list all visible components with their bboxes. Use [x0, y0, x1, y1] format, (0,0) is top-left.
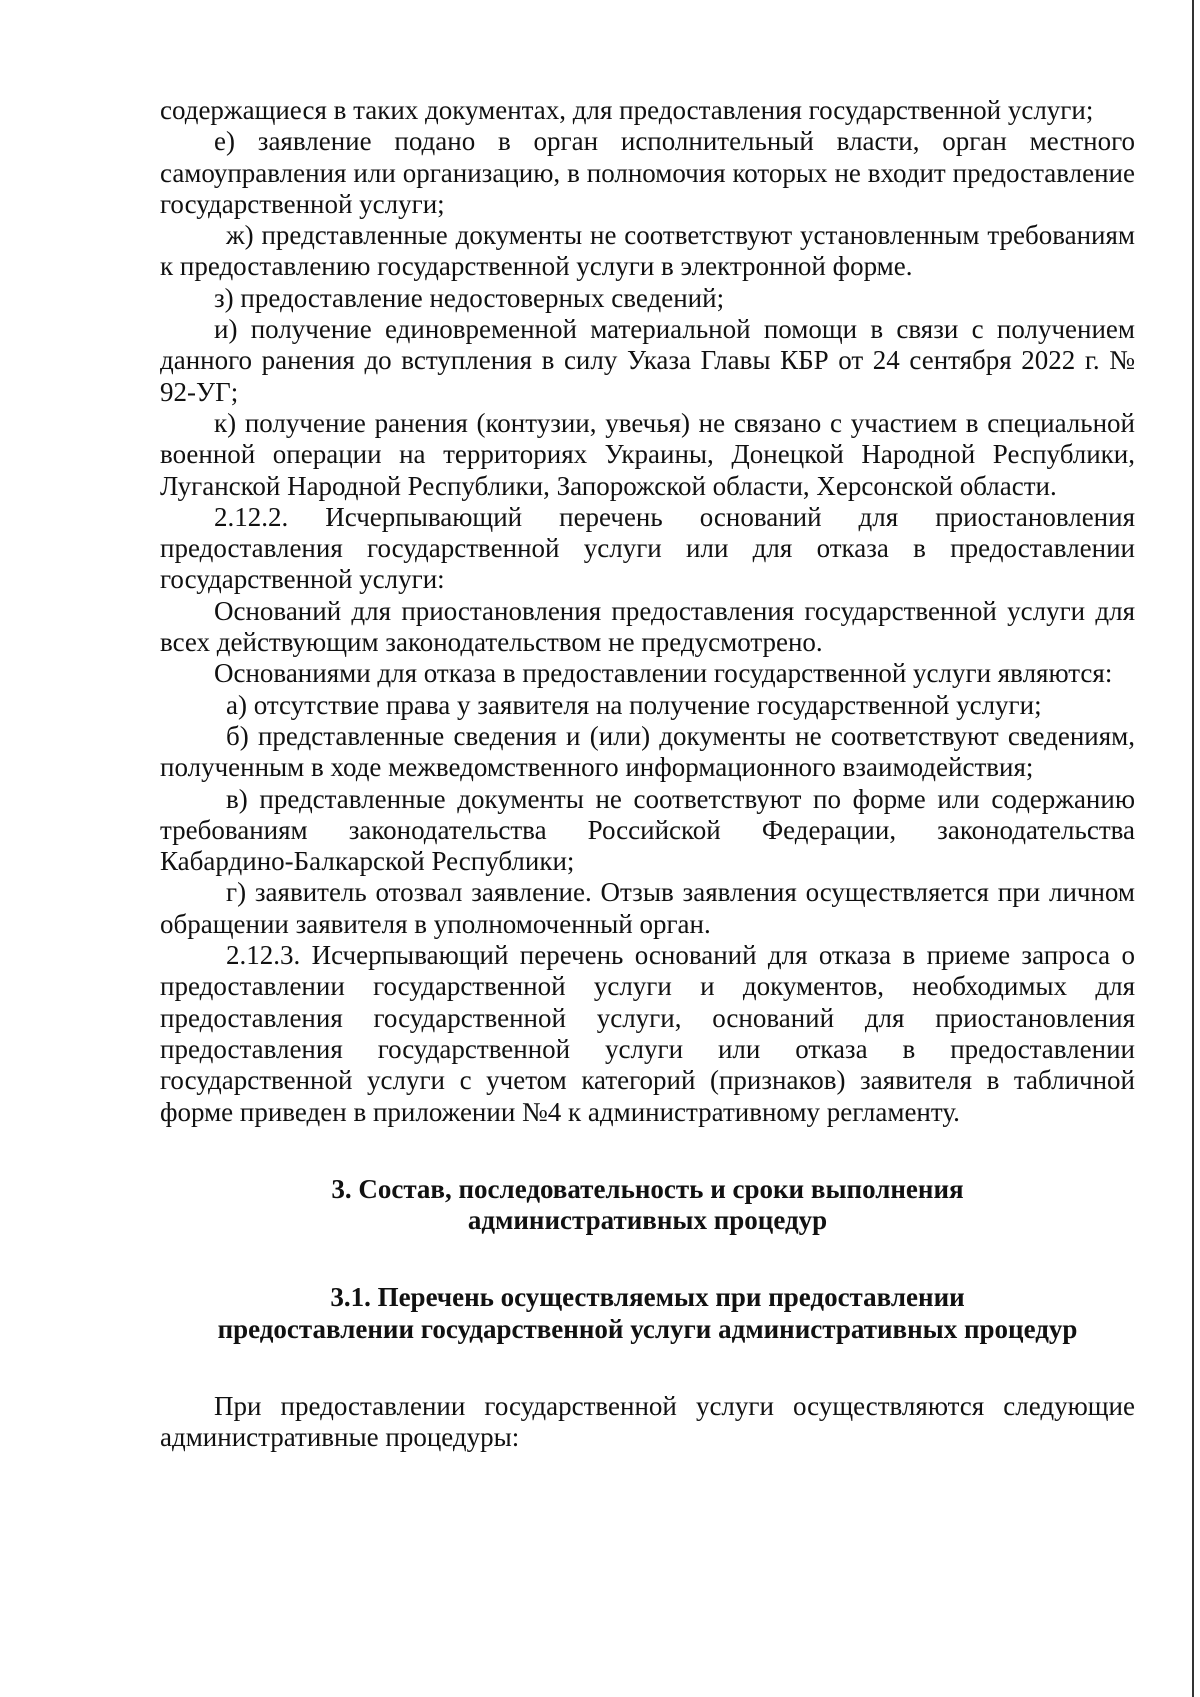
section-heading-3	[160, 1174, 1135, 1237]
paragraph-item-g: г) заявитель отозвал заявление. Отзыв заявления осуществляется при личном обращении заявителя в уполномоченный орган.	[160, 877, 1135, 939]
paragraph-item-i: и) получение единовременной материальной помощи в связи с получением данного ранения до вступления в силу Указа Главы КБР от 24 сентября 2022 г. № 92-УГ;	[160, 314, 1135, 407]
paragraph-item-a: а) отсутствие права у заявителя на получение государственной услуги;	[226, 689, 1042, 720]
paragraph-item-zh: ж) представленные документы не соответствуют установленным требованиям к предоставлению государственной услуги в электронной форме.	[160, 220, 1135, 282]
paragraph-refusal-grounds: Основаниями для отказа в предоставлении государственной услуги являются:	[214, 658, 1113, 689]
document-page	[160, 95, 1135, 1454]
paragraph-item-k: к) получение ранения (контузии, увечья) не связано с участием в специальной военной операции на территориях Украины, Донецкой Народной Республики, Луганской Народной Республики, Запорожской области, Херсонской области.	[160, 407, 1135, 501]
paragraph-item-v: в) представленные документы не соответствуют по форме или содержанию требованиям законодательства Российской Федерации, законодательства Кабардино-Балкарской Республики;	[160, 783, 1135, 877]
paragraph-procedures-intro: При предоставлении государственной услуги осуществляются следующие административные процедуры:	[160, 1390, 1135, 1453]
subsection-heading-3-1	[160, 1282, 1135, 1345]
paragraph-item-z: з) предоставление недостоверных сведений;	[214, 282, 725, 313]
paragraph-no-suspension: Оснований для приостановления предоставления государственной услуги для всех действующим законодательством не предусмотрено.	[160, 595, 1135, 658]
paragraph-2-12-3: 2.12.3. Исчерпывающий перечень оснований для отказа в приеме запроса о предоставлении государственной услуги и документов, необходимых для предоставления государственной услуги, оснований для приостановления предоставления государственной услуги или отказа в предоставлении государственной услуги с учетом категорий (признаков) заявителя в табличной форме приведен в приложении №4 к административному регламенту.	[160, 940, 1135, 1127]
paragraph-item-e: е) заявление подано в орган исполнительный власти, орган местного самоуправления или организацию, в полномочия которых не входит предоставление государственной услуги;	[160, 126, 1135, 219]
section-heading-3-line1: 3. Состав, последовательность и сроки выполнения	[331, 1173, 964, 1204]
subsection-heading-3-1-line2: предоставлении государственной услуги административных процедур	[217, 1313, 1078, 1344]
section-heading-3-line2: административных процедур	[467, 1205, 828, 1236]
paragraph-item-b: б) представленные сведения и (или) документы не соответствуют сведениям, полученным в ходе межведомственного информационного взаимодействия;	[160, 720, 1135, 783]
paragraph-2-12-2: 2.12.2. Исчерпывающий перечень оснований для приостановления предоставления государственной услуги или для отказа в предоставлении государственной услуги:	[160, 501, 1135, 595]
subsection-heading-3-1-line1: 3.1. Перечень осуществляемых при предоставлении	[330, 1282, 965, 1313]
page-edge-line	[1192, 0, 1194, 1697]
paragraph-continuation: содержащиеся в таких документах, для предоставления государственной услуги;	[160, 95, 1094, 125]
